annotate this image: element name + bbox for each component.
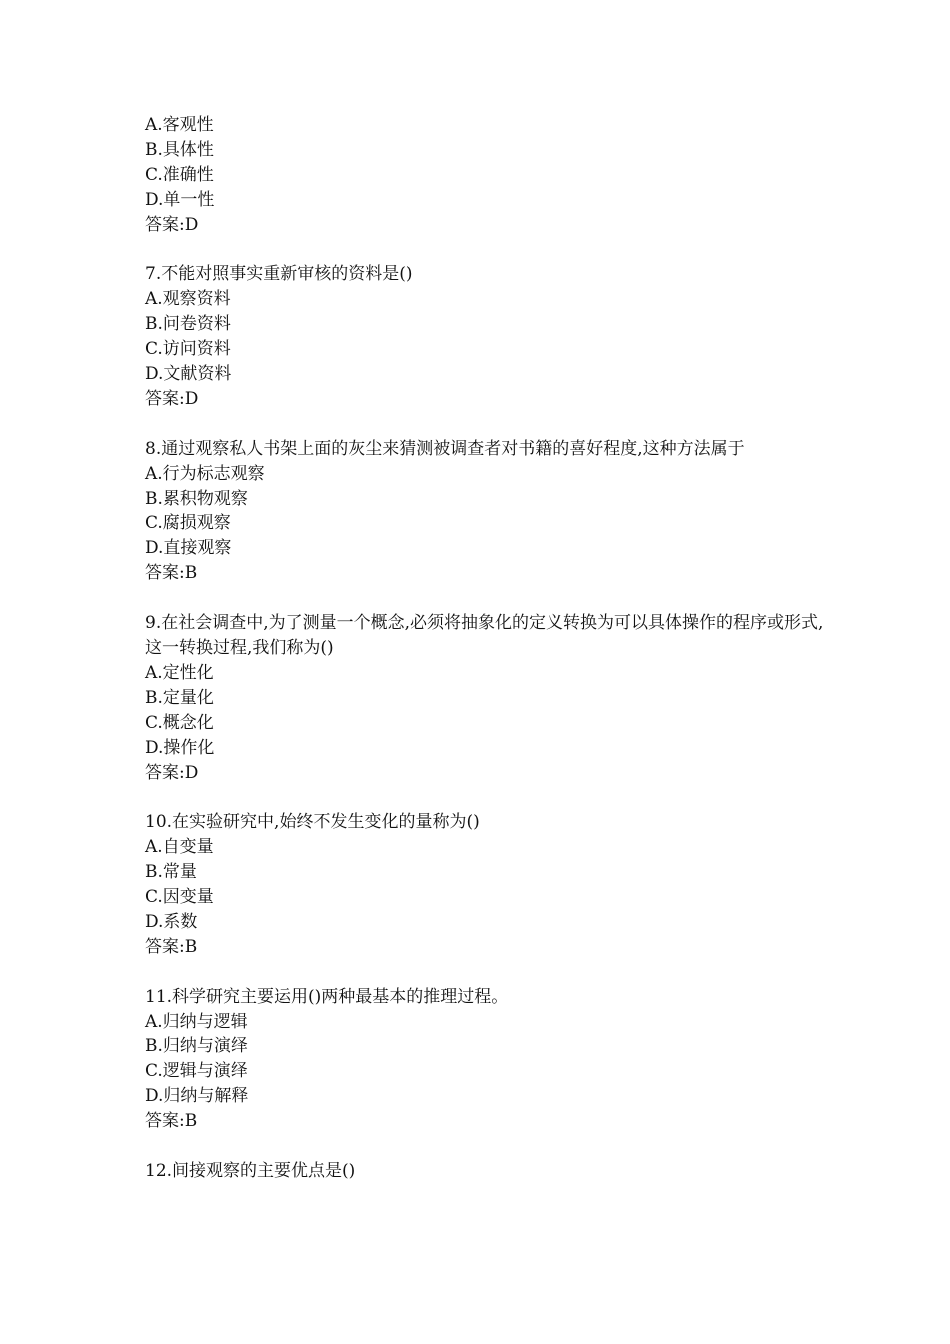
question-9 xyxy=(145,611,825,785)
question-7 xyxy=(145,262,825,411)
question-stem: 12.间接观察的主要优点是() xyxy=(145,1160,356,1181)
option-c: C.腐损观察 xyxy=(145,513,231,534)
option-d: D.文献资料 xyxy=(145,364,232,385)
option-c: C.逻辑与演绎 xyxy=(145,1061,248,1082)
question-12 xyxy=(145,1159,825,1184)
question-stem: 7.不能对照事实重新审核的资料是() xyxy=(145,264,413,285)
option-d: D.单一性 xyxy=(145,189,215,210)
option-a: A.观察资料 xyxy=(145,289,231,310)
option-b: B.问卷资料 xyxy=(145,314,231,335)
option-b: B.常量 xyxy=(145,862,197,883)
question-8 xyxy=(145,437,825,586)
question-stem: 8.通过观察私人书架上面的灰尘来猜测被调查者对书籍的喜好程度,这种方法属于 xyxy=(145,438,745,459)
answer: 答案:B xyxy=(145,563,198,584)
option-c: C.准确性 xyxy=(145,164,214,185)
option-d: D.操作化 xyxy=(145,737,215,758)
question-6 xyxy=(145,113,825,238)
question-stem: 10.在实验研究中,始终不发生变化的量称为() xyxy=(145,812,480,833)
option-a: A.客观性 xyxy=(145,115,214,135)
question-10 xyxy=(145,810,825,959)
option-c: C.因变量 xyxy=(145,887,214,908)
option-c: C.访问资料 xyxy=(145,339,231,360)
option-b: B.归纳与演绎 xyxy=(145,1036,248,1057)
answer: 答案:B xyxy=(145,1111,198,1132)
answer: 答案:D xyxy=(145,214,199,235)
option-d: D.归纳与解释 xyxy=(145,1086,249,1107)
option-b: B.定量化 xyxy=(145,687,214,708)
answer: 答案:D xyxy=(145,388,199,409)
question-11 xyxy=(145,985,825,1134)
option-c: C.概念化 xyxy=(145,712,214,733)
question-stem: 11.科学研究主要运用()两种最基本的推理过程。 xyxy=(145,986,509,1007)
option-a: A.行为标志观察 xyxy=(145,463,265,484)
option-d: D.系数 xyxy=(145,911,198,932)
question-stem: 9.在社会调查中,为了测量一个概念,必须将抽象化的定义转换为可以具体操作的程序或形式,这一转换过程,我们称为() xyxy=(145,613,824,658)
option-a: A.定性化 xyxy=(145,662,214,683)
option-a: A.归纳与逻辑 xyxy=(145,1011,248,1032)
option-b: B.具体性 xyxy=(145,139,214,160)
answer: 答案:D xyxy=(145,762,199,783)
answer: 答案:B xyxy=(145,936,198,957)
option-b: B.累积物观察 xyxy=(145,488,248,509)
document-page xyxy=(145,113,825,1184)
option-d: D.直接观察 xyxy=(145,538,232,559)
option-a: A.自变量 xyxy=(145,837,214,858)
